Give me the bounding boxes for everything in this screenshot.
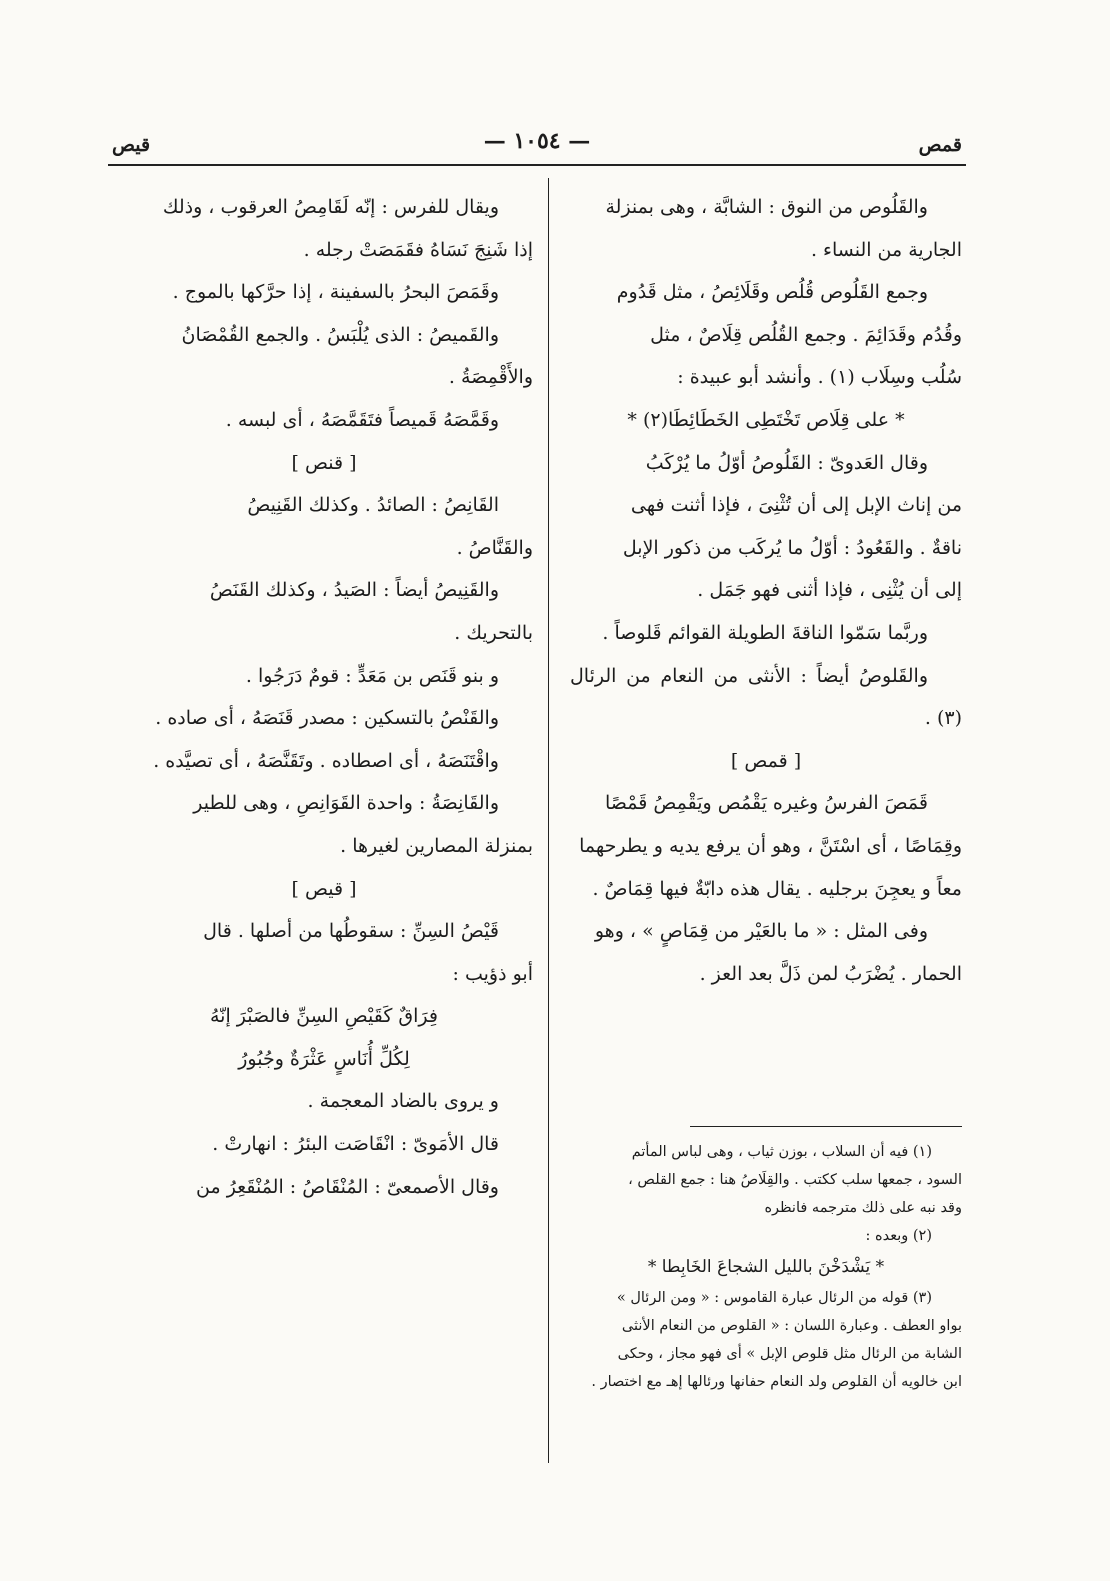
text-line: وقِمَاصًا ، أى اسْتَنَّ ، وهو أن يرفع يديه و يطرحهما: [579, 834, 962, 857]
text-line: وقال العَدوىّ : القَلُوصُ أوّلُ ما يُرْكَبُ: [645, 451, 928, 474]
text-line: [ قيص ]: [291, 877, 357, 900]
footnote-rule: [690, 1126, 962, 1127]
text-line: والقَنَّاصُ .: [456, 536, 533, 559]
text-line: الجارية من النساء .: [810, 238, 962, 261]
footnote-line: * يَشْدَخْنَ بالليل الشجاعَ الخَابِطا *: [647, 1257, 885, 1277]
footnote-line: الشابة من الرئال مثل قلوص الإبل » أى فهو مجاز ، وحكى: [617, 1346, 962, 1362]
text-line: و بنو قَنَص بن مَعَدٍّ : قومٌ دَرَجُوا .: [245, 664, 499, 687]
text-line: معاً و يعجِنَ برجليه . يقال هذه دابّةٌ فيها قِمَاصٌ .: [592, 877, 962, 900]
footnote-line: (٢) وبعده :: [865, 1228, 932, 1244]
footnote-line: وقد نبه على ذلك مترجمه فانظره: [764, 1200, 962, 1216]
text-line: أبو ذؤيب :: [452, 962, 533, 985]
left-column: [115, 186, 533, 1208]
page-header: [112, 128, 962, 168]
text-line: وفى المثل : « ما بالعَيْر من قِمَاصٍ » ، وهو: [594, 920, 928, 943]
text-line: بمنزلة المصارين لغيرها .: [340, 834, 533, 857]
text-line: و يروى بالضاد المعجمة .: [307, 1090, 499, 1113]
footnote-line: السود ، جمعها سلب ككتب . والقِلَاصُ هنا : جمع القلص ،: [628, 1172, 962, 1188]
text-line: وقَمَصَ البحرُ بالسفينة ، إذا حرَّكها بالموج .: [172, 281, 499, 304]
footnote-line: ابن خالويه أن القلوص ولد النعام حفانها ورئالها إهـ مع اختصار .: [591, 1374, 962, 1390]
text-line: [ قمص ]: [730, 749, 802, 772]
text-line: وقُدُم وقَدَائِمَ . وجمع القُلُص قِلَاصٌ ، مثل: [650, 323, 962, 346]
column-divider: [548, 178, 549, 1463]
header-left-word: قيص: [112, 134, 151, 156]
text-line: * على قِلَاص تَخْتَطِى الخَطَائِطَا(٢) *: [627, 408, 905, 431]
header-rule: [108, 164, 966, 166]
text-line: قال الأمَوىّ : انْقَاصَت البئرُ : انهارتْ .: [212, 1133, 499, 1156]
text-line: القَانِصُ : الصائدُ . وكذلك القَنِيصُ: [247, 494, 499, 517]
footnote-line: (٣) قوله من الرئال عبارة القاموس : « ومن الرئال »: [616, 1290, 932, 1306]
footnote-line: بواو العطف . وعبارة اللسان : « القلوص من النعام الأنثى: [621, 1318, 962, 1334]
header-right-word: قمص: [918, 134, 962, 156]
page-number: — ١٠٥٤ —: [483, 128, 591, 154]
text-line: والأَقْمِصَةُ .: [448, 366, 533, 389]
text-line: وربَّما سَمّوا الناقةَ الطويلة القوائم قَلوصاً .: [602, 621, 928, 644]
text-line: لِكُلِّ أُنَاسٍ عَثْرَةٌ وجُبُورُ: [238, 1047, 410, 1070]
text-line: والقَلوصُ أيضاً : الأنثى من النعام من الرئال (٣) .: [570, 664, 962, 730]
text-line: والقَانِصَةُ : واحدة القَوَانِصِ ، وهى للطير: [193, 792, 499, 815]
text-line: والقَنْصُ بالتسكين : مصدر قَنَصَهُ ، أى صاده .: [155, 707, 499, 730]
footnotes: [570, 1138, 962, 1396]
text-line: بالتحريك .: [454, 621, 533, 644]
text-line: من إناث الإبل إلى أن تُثْنِىَ ، فإذا أثنت فهى: [630, 494, 962, 517]
text-line: إذا شَنِجَ نَسَاهُ فقَمَصَتْ رجله .: [303, 238, 533, 261]
text-line: ناقةٌ . والقَعُودُ : أوّلُ ما يُركَب من ذكور الإبل: [622, 536, 962, 559]
text-line: والقَميصُ : الذى يُلْبَسُ . والجمع القُمْصَانُ: [181, 323, 499, 346]
text-line: [ قنص ]: [291, 451, 357, 474]
text-line: وجمع القَلُوص قُلُص وقَلَائِصُ ، مثل قَدُوم: [616, 281, 928, 304]
text-line: قَيْصُ السِنِّ : سقوطُها من أصلها . قال: [203, 920, 499, 943]
text-line: ويقال للفرس : إنّه لَقَامِصُ العرقوب ، وذلك: [162, 196, 499, 218]
text-line: وقال الأصمعىّ : المُنْقَاصُ : المُنْقَعِرُ من: [196, 1175, 499, 1198]
text-line: والقَنِيصُ أيضاً : الصَيدُ ، وكذلك القَنَصُ: [209, 579, 499, 602]
text-line: والقَلُوص من النوق : الشابَّة ، وهى بمنزلة: [605, 196, 928, 218]
text-line: قَمَصَ الفرسُ وغيره يَقْمُص ويَقْمِصُ قَمْصًا: [604, 792, 928, 815]
right-column: [570, 186, 962, 995]
footnote-line: (١) فيه أن السلاب ، بوزن ثياب ، وهى لباس المأتم: [631, 1144, 932, 1160]
text-line: إلى أن يُثْنِى ، فإذا أثنى فهو جَمَل .: [697, 579, 962, 602]
text-line: الحمار . يُضْرَبُ لمن ذَلَّ بعد العز .: [699, 962, 962, 985]
text-line: واقْتَنَصَهُ ، أى اصطاده . وتَقَنَّصَهُ ، أى تصيَّده .: [153, 749, 499, 772]
text-line: سُلُب وسِلَاب (١) . وأنشد أبو عبيدة :: [677, 366, 962, 389]
text-line: وقَمَّصَهُ قَميصاً فتَقَمَّصَهُ ، أى لبسه .: [225, 408, 499, 431]
text-line: فِرَاقٌ كَقَيْصِ السِنِّ فالصَبْرَ إنّهُ: [210, 1005, 438, 1028]
